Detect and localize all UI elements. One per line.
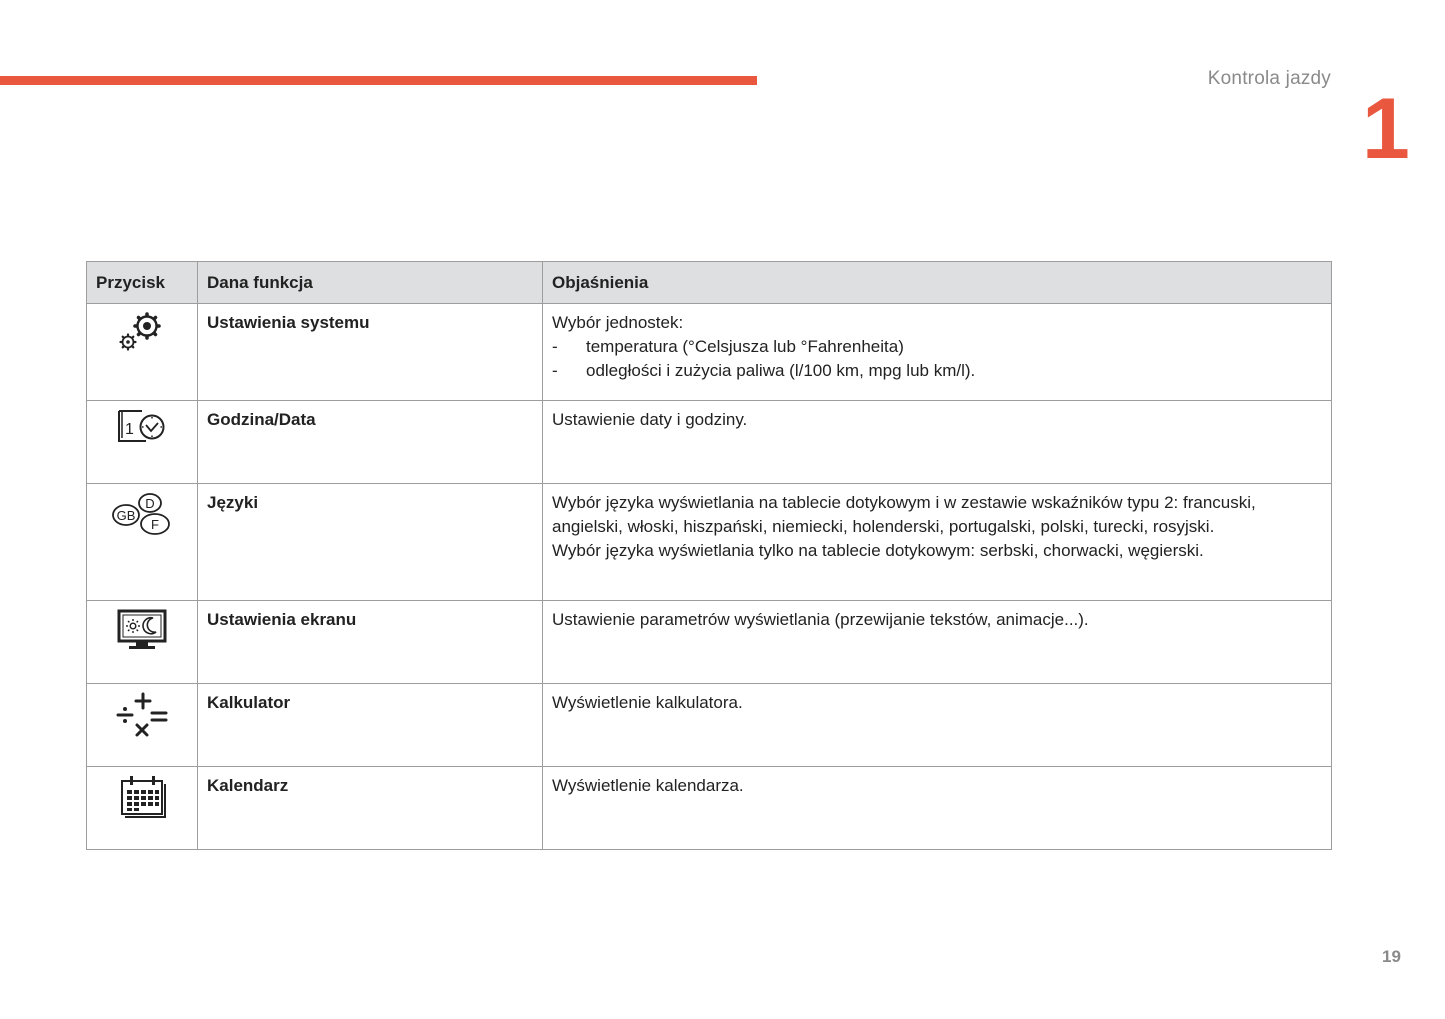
explanation-text: Wybór jednostek: (552, 313, 684, 332)
list-item-text: temperatura (°Celsjusza lub °Fahrenheita) (586, 337, 904, 356)
explanation-cell (543, 401, 1332, 484)
page-number: 19 (1382, 947, 1401, 966)
column-header-button: Przycisk (87, 262, 198, 304)
function-name: Języki (198, 484, 543, 601)
date-digit: 1 (125, 421, 134, 438)
table-row (87, 484, 1332, 601)
languages-icon (96, 491, 188, 537)
table-row (87, 684, 1332, 767)
accent-bar (0, 76, 757, 85)
calendar-icon (96, 774, 188, 820)
table-header-row (87, 262, 1332, 304)
explanation-text: Ustawienie parametrów wyświetlania (przewijanie tekstów, animacje...). (552, 610, 1089, 629)
explanation-cell (543, 767, 1332, 850)
table-row (87, 767, 1332, 850)
function-table (86, 261, 1332, 850)
explanation-text: Wyświetlenie kalkulatora. (552, 693, 743, 712)
icon-cell (87, 484, 198, 601)
explanation-text: Wybór języka wyświetlania na tablecie dotykowym i w zestawie wskaźników typu 2: francuski, angielski, włoski, hiszpański, niemiecki, holenderski, portugalski, polski, turecki, rosyjski. (552, 493, 1256, 536)
monitor-day-night-icon (96, 608, 188, 652)
function-name: Kalendarz (198, 767, 543, 850)
column-header-function: Dana funkcja (198, 262, 543, 304)
column-header-explanation: Objaśnienia (543, 262, 1332, 304)
chapter-number: 1 (1362, 81, 1410, 177)
icon-cell (87, 601, 198, 684)
list-item: - odległości i zużycia paliwa (l/100 km, mpg lub km/l). (552, 359, 1322, 383)
function-name: Ustawienia systemu (198, 304, 543, 401)
icon-cell (87, 401, 198, 484)
table-row (87, 304, 1332, 401)
list-item: - temperatura (°Celsjusza lub °Fahrenheita) (552, 335, 1322, 359)
function-name: Godzina/Data (198, 401, 543, 484)
lang-f-label: F (151, 517, 159, 532)
explanation-cell (543, 684, 1332, 767)
section-title: Kontrola jazdy (1207, 68, 1331, 89)
explanation-cell (543, 484, 1332, 601)
list-item-text: odległości i zużycia paliwa (l/100 km, mpg lub km/l). (586, 361, 976, 380)
lang-d-label: D (145, 496, 155, 511)
table-row (87, 601, 1332, 684)
table-row (87, 401, 1332, 484)
explanation-text: Ustawienie daty i godziny. (552, 410, 748, 429)
lang-gb-label: GB (116, 508, 136, 523)
explanation-cell (543, 304, 1332, 401)
calendar-clock-icon (96, 408, 188, 444)
calculator-icon (96, 691, 188, 739)
function-name: Ustawienia ekranu (198, 601, 543, 684)
icon-cell (87, 684, 198, 767)
icon-cell (87, 767, 198, 850)
icon-cell (87, 304, 198, 401)
settings-gears-icon (96, 311, 188, 353)
function-name: Kalkulator (198, 684, 543, 767)
explanation-text: Wyświetlenie kalendarza. (552, 776, 744, 795)
explanation-cell (543, 601, 1332, 684)
explanation-text: Wybór języka wyświetlania tylko na tablecie dotykowym: serbski, chorwacki, węgierski. (552, 541, 1204, 560)
